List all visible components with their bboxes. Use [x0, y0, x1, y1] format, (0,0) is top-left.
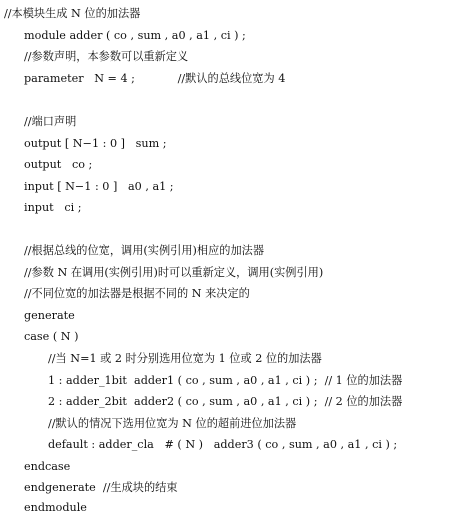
code-line: generate: [24, 309, 75, 322]
code-line: 2 : adder_2bit adder2 ( co , sum , a0 , a1 , ci ) ; // 2 位的加法器: [48, 395, 403, 408]
code-line: //端口声明: [24, 115, 77, 128]
code-line: output co ;: [24, 158, 93, 171]
code-line: //默认的情况下选用位宽为 N 位的超前进位加法器: [48, 417, 297, 430]
code-line: [0, 91, 474, 111]
code-line: //根据总线的位宽，调用(实例引用)相应的加法器: [24, 244, 265, 257]
code-line: //不同位宽的加法器是根据不同的 N 来决定的: [24, 287, 250, 300]
code-line: input [ N−1 : 0 ] a0 , a1 ;: [24, 180, 174, 193]
code-line: //本模块生成 N 位的加法器: [4, 7, 141, 20]
code-line: //参数声明，本参数可以重新定义: [24, 50, 189, 63]
code-line: case ( N ): [24, 330, 79, 343]
code-line: 1 : adder_1bit adder1 ( co , sum , a0 , a1 , ci ) ; // 1 位的加法器: [48, 374, 403, 387]
code-line: module adder ( co , sum , a0 , a1 , ci ) ;: [24, 29, 246, 42]
code-line: default : adder_cla # ( N ) adder3 ( co , sum , a0 , a1 , ci ) ;: [48, 438, 398, 451]
code-line: //当 N=1 或 2 时分别选用位宽为 1 位或 2 位的加法器: [48, 352, 322, 365]
code-line: parameter N = 4 ; //默认的总线位宽为 4: [24, 72, 286, 85]
code-line: input ci ;: [24, 201, 82, 214]
code-line: endmodule: [24, 501, 87, 514]
code-line: [0, 220, 474, 240]
code-line: endgenerate //生成块的结束: [24, 481, 178, 494]
code-line: //参数 N 在调用(实例引用)时可以重新定义，调用(实例引用): [24, 266, 324, 279]
code-line: output [ N−1 : 0 ] sum ;: [24, 137, 167, 150]
code-line: endcase: [24, 460, 71, 473]
